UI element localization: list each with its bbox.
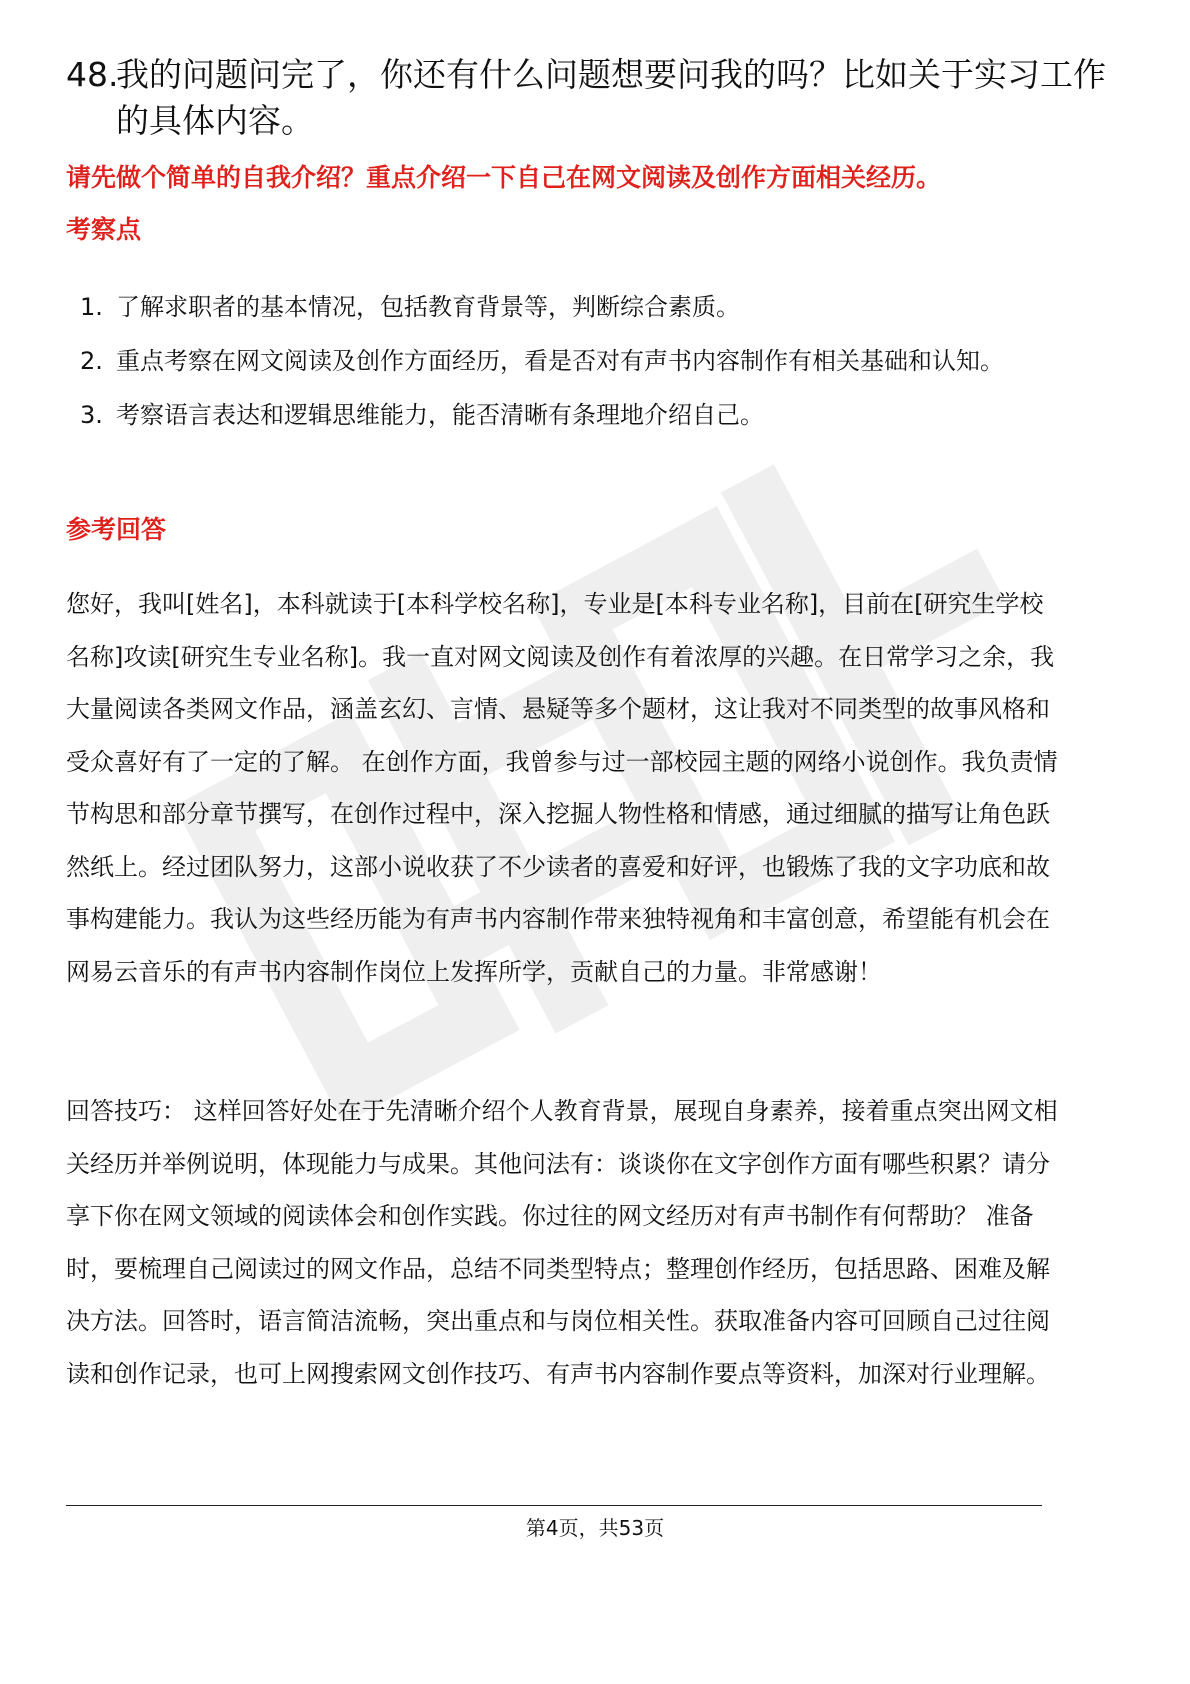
list-item-text: 考察语言表达和逻辑思维能力，能否清晰有条理地介绍自己。	[116, 401, 764, 429]
list-item	[66, 334, 1066, 388]
list-item-number: 3.	[80, 401, 103, 429]
list-item-number: 2.	[80, 347, 103, 375]
question-number: 48.	[66, 55, 119, 94]
page-footer: 第4页，共53页	[525, 1516, 665, 1540]
points-list	[66, 280, 1066, 442]
list-item-text: 重点考察在网文阅读及创作方面经历，看是否对有声书内容制作有相关基础和认知。	[116, 347, 1004, 375]
question-title	[66, 52, 1126, 144]
question-text: 我的问题问完了，你还有什么问题想要问我的吗？比如关于实习工作的具体内容。	[116, 55, 1106, 140]
sub-question-heading: 请先做个简单的自我介绍？重点介绍一下自己在网文阅读及创作方面相关经历。	[66, 163, 942, 192]
points-heading: 考察点	[66, 215, 142, 244]
list-item-text: 了解求职者的基本情况，包括教育背景等，判断综合素质。	[116, 293, 740, 321]
tips-paragraph: 回答技巧： 这样回答好处在于先清晰介绍个人教育背景，展现自身素养，接着重点突出网文相关经历并举例说明，体现能力与成果。其他问法有：谈谈你在文字创作方面有哪些积累？请分享下你在网文领域的阅读体会和创作实践。你过往的网文经历对有声书制作有何帮助？ 准备时，要梳理自己阅读过的网文作品，总结不同类型特点；整理创作经历，包括思路、困难及解决方法。回答时，语言简洁流畅，突出重点和与岗位相关性。获取准备内容可回顾自己过往阅读和创作记录，也可上网搜索网文创作技巧、有声书内容制作要点等资料，加深对行业理解。	[66, 1097, 1058, 1388]
answer-heading: 参考回答	[66, 515, 167, 544]
answer-paragraph: 您好，我叫[姓名]，本科就读于[本科学校名称]，专业是[本科专业名称]，目前在[研究生学校名称]攻读[研究生专业名称]。我一直对网文阅读及创作有着浓厚的兴趣。在日常学习之余，我大量阅读各类网文作品，涵盖玄幻、言情、悬疑等多个题材，这让我对不同类型的故事风格和受众喜好有了一定的了解。 在创作方面，我曾参与过一部校园主题的网络小说创作。我负责情节构思和部分章节撰写，在创作过程中，深入挖掘人物性格和情感，通过细腻的描写让角色跃然纸上。经过团队努力，这部小说收获了不少读者的喜爱和好评，也锻炼了我的文字功底和故事构建能力。我认为这些经历能为有声书内容制作带来独特视角和丰富创意，希望能有机会在网易云音乐的有声书内容制作岗位上发挥所学，贡献自己的力量。非常感谢！	[66, 590, 1058, 986]
list-item	[66, 280, 1066, 334]
footer-divider	[66, 1505, 1042, 1506]
list-item-number: 1.	[80, 293, 103, 321]
list-item	[66, 388, 1066, 442]
